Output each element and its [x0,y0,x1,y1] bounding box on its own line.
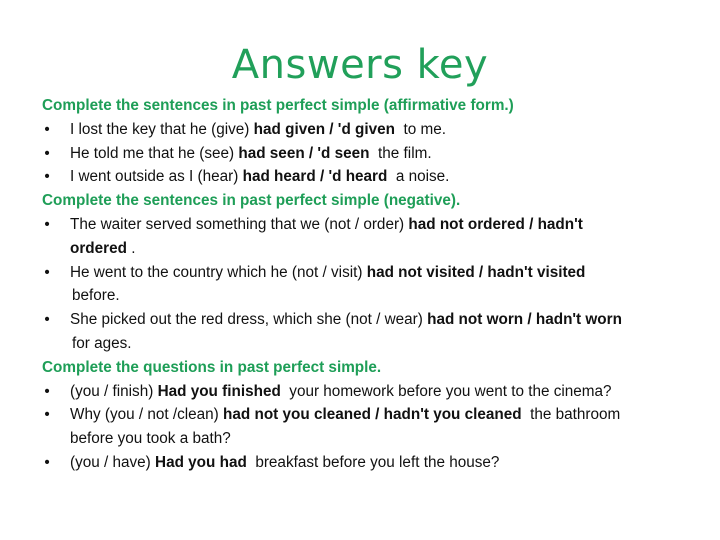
sentence-text: the bathroom [521,406,621,424]
bullet-icon: • [44,453,50,471]
sentence-text: the film. [369,144,432,162]
sentence-text: I went outside as I (hear) [70,168,243,186]
list-item [42,403,702,427]
list-item-continuation [42,332,702,356]
answer-text: Had you finished [157,382,281,400]
sentence-text: . [126,239,136,257]
answer-text: had seen / 'd seen [238,144,370,162]
sentence-text: before you took a bath? [70,430,231,448]
sentence-text: He told me that he (see) [70,144,239,162]
list-item [42,380,702,404]
sentence-text: He went to the country which he (not / visit) [70,263,367,281]
answer-text: had not visited / hadn't visited [366,263,586,281]
list-item [42,142,702,166]
sentence-text: breakfast before you left the house? [246,453,500,471]
answer-text: had given / 'd given [253,120,395,138]
sentence-text: She picked out the red dress, which she (not / wear) [70,311,428,329]
list-item-continuation [42,284,702,308]
sentence-text: your homework before you went to the cinema? [280,382,612,400]
list-item [42,261,702,285]
sentence-text: before. [72,287,120,305]
bullet-icon: • [44,382,50,400]
sentence-text: The waiter served something that we (not / order) [70,215,409,233]
list-item [42,308,702,332]
sentence-text: to me. [395,120,447,138]
answer-text: had not you cleaned / hadn't you cleaned [223,406,522,424]
list-item [42,118,702,142]
list-item [42,451,702,475]
answer-text: Had you had [155,453,247,471]
section-heading-affirmative: Complete the sentences in past perfect simple (affirmative form.) [42,97,514,114]
bullet-icon: • [44,406,50,424]
answer-text: had not worn / hadn't worn [427,311,622,329]
bullet-icon: • [44,120,50,138]
list-item-continuation [42,237,702,261]
section-heading-questions: Complete the questions in past perfect simple. [42,358,382,376]
sentence-text: (you / finish) [70,382,158,400]
sentence-text: I lost the key that he (give) [70,120,254,138]
bullet-icon: • [44,311,50,329]
sentence-text: Why (you / not /clean) [70,406,224,424]
answer-text: had not ordered / hadn't [408,215,583,233]
bullet-icon: • [44,263,50,281]
sentence-text: for ages. [72,334,132,352]
list-item-continuation [42,427,702,451]
list-item [42,213,702,237]
sentence-text: a noise. [387,168,450,186]
sentence-text: (you / have) [70,453,156,471]
bullet-icon: • [44,168,50,186]
answer-text: ordered [70,239,127,257]
bullet-icon: • [44,144,50,162]
answer-text: had heard / 'd heard [242,168,388,186]
list-item [42,165,702,189]
bullet-icon: • [44,215,50,233]
page-title: Answers key [231,42,489,88]
answers-content [42,94,702,475]
section-heading-negative: Complete the sentences in past perfect simple (negative). [42,192,461,210]
